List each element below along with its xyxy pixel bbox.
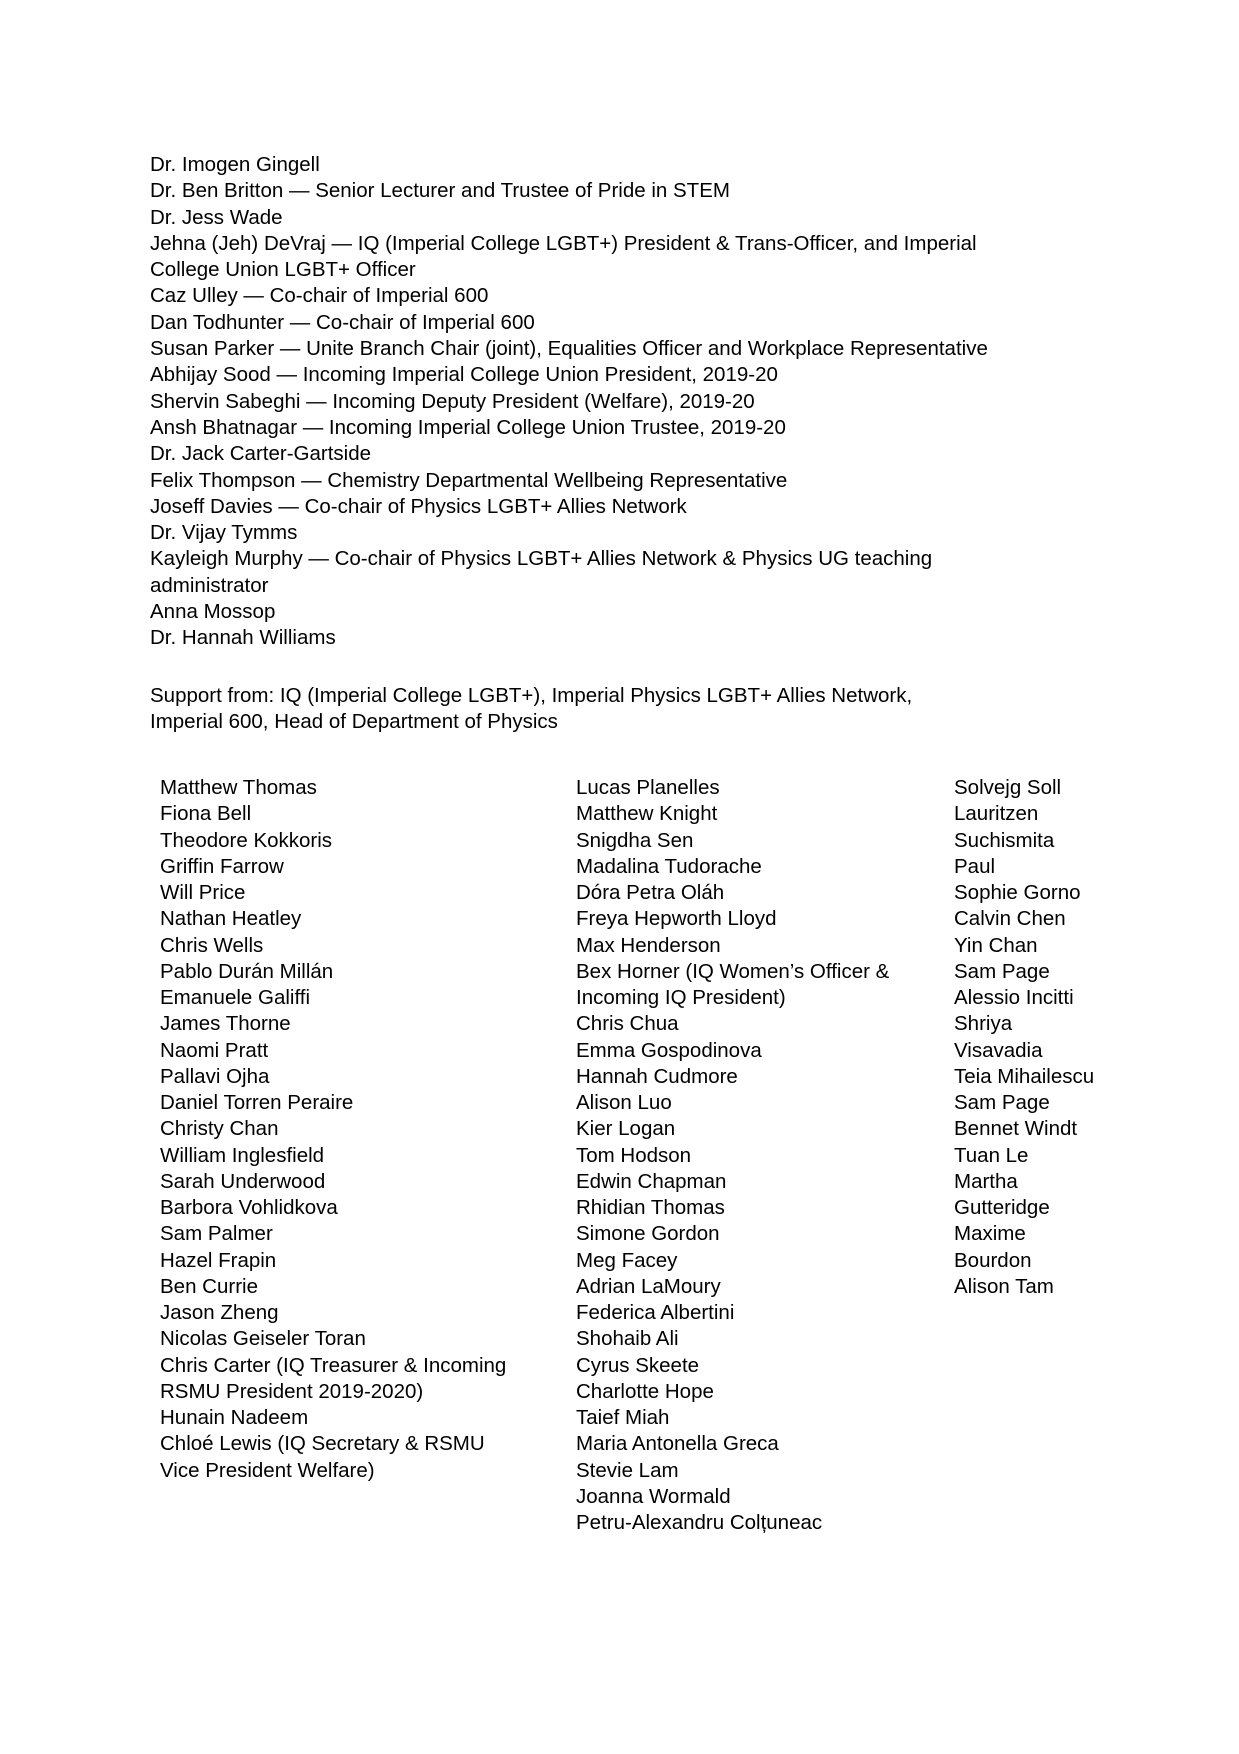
signatory-name: Calvin Chen — [954, 907, 1066, 931]
names-column-2 — [576, 775, 889, 1536]
signatory-name: Emanuele Galiffi — [160, 986, 311, 1009]
signatory-name: Hazel Frapin — [160, 1248, 277, 1272]
signatory-line: Ansh Bhatnagar — Incoming Imperial College Union Trustee, 2019-20 — [150, 415, 786, 439]
signatory-name: Taief Miah — [576, 1406, 670, 1429]
signatory-name: Gutteridge — [954, 1196, 1050, 1219]
signatory-line: Dr. Jack Carter-Gartside — [150, 442, 371, 466]
signatory-line: Anna Mossop — [150, 600, 276, 624]
signatory-name: Emma Gospodinova — [576, 1038, 762, 1062]
signatory-name: Ben Currie — [160, 1274, 258, 1298]
signatory-name: Freya Hepworth Lloyd — [576, 907, 777, 931]
signatory-name: Nathan Heatley — [160, 907, 302, 931]
signatory-line: Dr. Ben Britton — Senior Lecturer and Trustee of Pride in STEM — [150, 179, 730, 203]
support-line: Imperial 600, Head of Department of Physics — [150, 710, 558, 734]
signatory-name: Barbora Vohlidkova — [160, 1196, 338, 1219]
signatory-name: Martha — [954, 1169, 1018, 1193]
signatory-line: Dr. Imogen Gingell — [150, 153, 320, 176]
signatory-line: College Union LGBT+ Officer — [150, 258, 416, 282]
names-column-1 — [160, 775, 506, 1484]
signatory-name: Chris Wells — [160, 933, 264, 957]
signatory-name: Bourdon — [954, 1248, 1032, 1272]
signatory-name: Lauritzen — [954, 802, 1039, 826]
signatory-line: Shervin Sabeghi — Incoming Deputy President (Welfare), 2019-20 — [150, 389, 755, 413]
signatory-line: Kayleigh Murphy — Co-chair of Physics LGBT+ Allies Network & Physics UG teaching — [150, 547, 933, 571]
signatory-name: Griffin Farrow — [160, 854, 284, 878]
signatory-line: Dr. Jess Wade — [150, 205, 283, 229]
signatory-name: Pablo Durán Millán — [160, 959, 334, 983]
signatory-name: William Inglesfield — [160, 1143, 325, 1167]
signatory-name: Visavadia — [954, 1038, 1043, 1062]
signatory-name: Theodore Kokkoris — [160, 828, 333, 852]
signatories-list — [150, 152, 988, 652]
signatory-name: Sarah Underwood — [160, 1169, 326, 1193]
signatory-name: Simone Gordon — [576, 1222, 720, 1246]
signatory-line: Dr. Vijay Tymms — [150, 521, 298, 545]
signatory-name: Chris Carter (IQ Treasurer & Incoming — [160, 1353, 507, 1377]
signatory-name: Bex Horner (IQ Women’s Officer & — [576, 959, 890, 983]
support-line: Support from: IQ (Imperial College LGBT+), Imperial Physics LGBT+ Allies Network, — [150, 684, 913, 707]
signatory-name: Hunain Nadeem — [160, 1406, 309, 1429]
signatory-name: Shohaib Ali — [576, 1327, 679, 1351]
signatory-name: Matthew Knight — [576, 802, 718, 826]
signatory-name: Joanna Wormald — [576, 1484, 731, 1508]
signatory-name: Paul — [954, 854, 996, 878]
names-column-3 — [954, 775, 1094, 1300]
signatory-name: Matthew Thomas — [160, 776, 317, 799]
signatory-name: Rhidian Thomas — [576, 1196, 725, 1219]
signatory-name: Sam Palmer — [160, 1222, 273, 1246]
signatory-line: Dan Todhunter — Co-chair of Imperial 600 — [150, 310, 535, 334]
signatory-name: Madalina Tudorache — [576, 854, 762, 878]
signatory-name: Sophie Gorno — [954, 881, 1081, 904]
signatory-line: Dr. Hannah Williams — [150, 626, 336, 650]
signatory-name: Federica Albertini — [576, 1301, 735, 1324]
signatory-line: Jehna (Jeh) DeVraj — IQ (Imperial College LGBT+) President & Trans-Officer, and Imperial — [150, 231, 977, 255]
signatory-line: Felix Thompson — Chemistry Departmental Wellbeing Representative — [150, 468, 788, 492]
signatory-name: Adrian LaMoury — [576, 1274, 721, 1298]
signatory-name: Meg Facey — [576, 1248, 678, 1272]
signatory-name: Incoming IQ President) — [576, 986, 786, 1009]
signatory-name: Chris Chua — [576, 1012, 679, 1036]
signatory-name: Alessio Incitti — [954, 986, 1074, 1009]
signatory-line: Joseff Davies — Co-chair of Physics LGBT+ Allies Network — [150, 494, 687, 518]
signatory-name: Sam Page — [954, 959, 1050, 983]
signatory-name: Fiona Bell — [160, 802, 252, 826]
signatory-line: administrator — [150, 573, 269, 597]
signatory-name: Tom Hodson — [576, 1143, 692, 1167]
signatory-name: Suchismita — [954, 828, 1055, 852]
signatory-name: Pallavi Ojha — [160, 1064, 270, 1088]
signatory-name: Edwin Chapman — [576, 1169, 727, 1193]
signatory-name: Bennet Windt — [954, 1117, 1078, 1141]
signatory-name: James Thorne — [160, 1012, 291, 1036]
signatory-name: Max Henderson — [576, 933, 721, 957]
signatory-name: Teia Mihailescu — [954, 1064, 1095, 1088]
signatory-name: Naomi Pratt — [160, 1038, 269, 1062]
signatory-name: Christy Chan — [160, 1117, 279, 1141]
signatory-line: Susan Parker — Unite Branch Chair (joint), Equalities Officer and Workplace Representative — [150, 337, 988, 361]
signatory-name: Stevie Lam — [576, 1458, 679, 1482]
signatory-name: Solvejg Soll — [954, 776, 1062, 799]
signatory-name: Alison Tam — [954, 1274, 1054, 1298]
signatory-name: Nicolas Geiseler Toran — [160, 1327, 366, 1351]
signatory-name: RSMU President 2019-2020) — [160, 1379, 424, 1403]
signatory-name: Charlotte Hope — [576, 1379, 714, 1403]
signatory-name: Maxime — [954, 1222, 1026, 1246]
signatory-name: Jason Zheng — [160, 1301, 279, 1324]
signatory-name: Will Price — [160, 881, 246, 904]
signatory-name: Shriya — [954, 1012, 1013, 1036]
support-statement — [150, 683, 912, 736]
signatory-name: Daniel Torren Peraire — [160, 1091, 354, 1114]
signatory-name: Chloé Lewis (IQ Secretary & RSMU — [160, 1432, 485, 1456]
signatory-line: Abhijay Sood — Incoming Imperial College Union President, 2019-20 — [150, 363, 778, 387]
signatory-name: Vice President Welfare) — [160, 1458, 375, 1482]
signatory-name: Maria Antonella Greca — [576, 1432, 779, 1456]
signatory-name: Yin Chan — [954, 933, 1038, 957]
signatory-name: Cyrus Skeete — [576, 1353, 700, 1377]
signatory-name: Lucas Planelles — [576, 776, 720, 799]
signatory-name: Hannah Cudmore — [576, 1064, 738, 1088]
signatory-name: Petru-Alexandru Colțuneac — [576, 1511, 823, 1534]
signatory-name: Dóra Petra Oláh — [576, 881, 725, 904]
signatory-name: Sam Page — [954, 1091, 1050, 1114]
signatory-name: Kier Logan — [576, 1117, 676, 1141]
signatory-name: Snigdha Sen — [576, 828, 694, 852]
signatory-name: Tuan Le — [954, 1143, 1029, 1167]
signatory-line: Caz Ulley — Co-chair of Imperial 600 — [150, 284, 489, 308]
signatory-name: Alison Luo — [576, 1091, 672, 1114]
